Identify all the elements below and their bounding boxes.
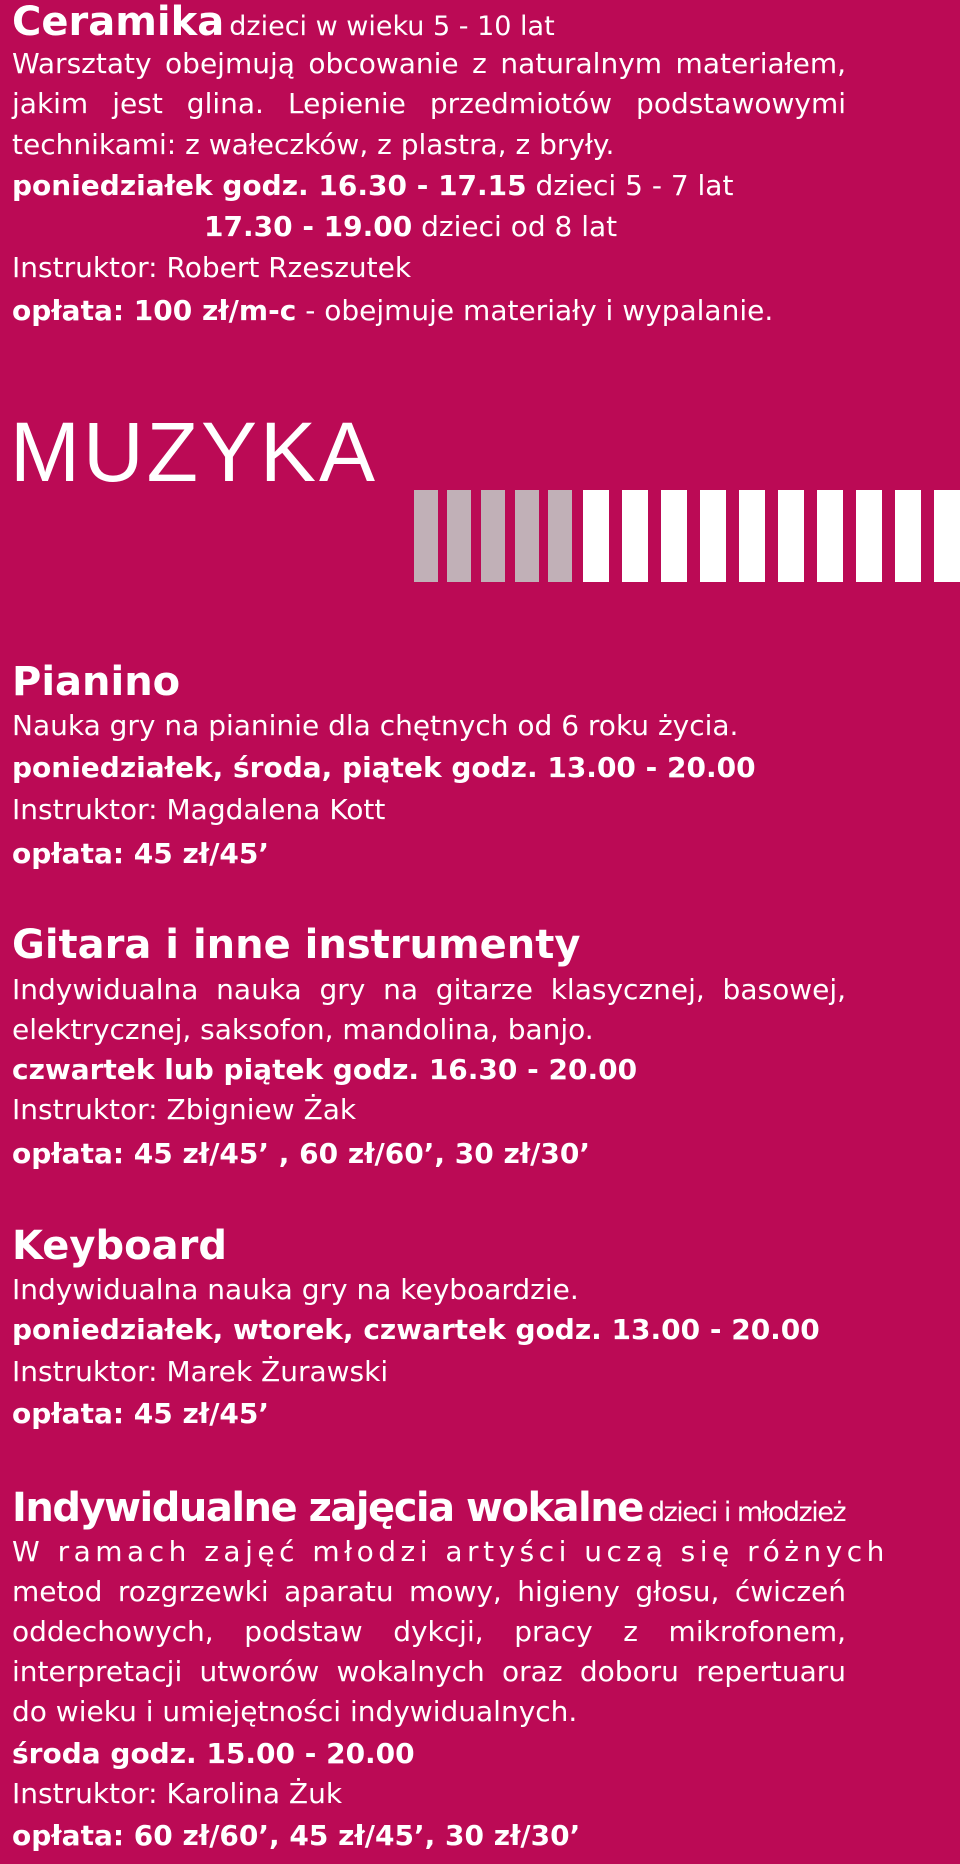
keyboard-title: Keyboard [12,1223,227,1269]
stripe [934,490,960,582]
wokal-heading [12,1485,845,1531]
stripe [515,490,539,582]
wokal-fee: opłata: 60 zł/60’, 45 zł/45’, 30 zł/30’ [12,1819,581,1852]
wokal-desc-line: interpretacji utworów wokalnych oraz doboru repertuaru [12,1655,846,1688]
keyboard-instructor: Instruktor: Marek Żurawski [12,1355,389,1388]
pianino-instructor: Instruktor: Magdalena Kott [12,793,386,826]
ceramika-schedule-time-2: 17.30 - 19.00 [204,210,413,243]
wokal-desc-line: do wieku i umiejętności indywidualnych. [12,1695,578,1728]
ceramika-title: Ceramika [12,0,225,45]
ceramika-instructor: Instruktor: Robert Rzeszutek [12,251,412,284]
pianino-title: Pianino [12,659,181,705]
ceramika-fee-line [12,294,774,327]
ceramika-fee-note: - obejmuje materiały i wypalanie. [305,294,774,327]
wokal-instructor: Instruktor: Karolina Żuk [12,1777,343,1810]
gitara-instructor: Instruktor: Zbigniew Żak [12,1093,357,1126]
stripe [548,490,572,582]
stripe [622,490,648,582]
wokal-schedule: środa godz. 15.00 - 20.00 [12,1737,415,1770]
stripe [481,490,505,582]
stripe [700,490,726,582]
gitara-title: Gitara i inne instrumenty [12,922,581,968]
wokal-desc-line: W ramach zajęć młodzi artyści uczą się różnych [12,1535,889,1568]
ceramika-schedule-1 [12,169,734,202]
ceramika-desc-line: Warsztaty obejmują obcowanie z naturalnym materiałem, [12,47,846,80]
ceramika-desc-line: technikami: z wałeczków, z plastra, z bryły. [12,128,615,161]
stripe [856,490,882,582]
ceramika-group-2: dzieci od 8 lat [421,210,618,243]
keyboard-schedule: poniedziałek, wtorek, czwartek godz. 13.00 - 20.00 [12,1313,820,1346]
ceramika-subtitle: dzieci w wieku 5 - 10 lat [229,11,555,42]
ceramika-schedule-day: poniedziałek godz. 16.30 - 17.15 [12,169,527,202]
gitara-fee: opłata: 45 zł/45’ , 60 zł/60’, 30 zł/30’ [12,1137,590,1170]
keyboard-fee: opłata: 45 zł/45’ [12,1397,270,1430]
stripe [447,490,471,582]
stripe [817,490,843,582]
ceramika-schedule-2 [204,210,618,243]
wokal-title: Indywidualne zajęcia wokalne [12,1485,643,1531]
wokal-desc-line: metod rozgrzewki aparatu mowy, higieny głosu, ćwiczeń [12,1575,846,1608]
keyboard-desc: Indywidualna nauka gry na keyboardzie. [12,1273,579,1306]
gitara-schedule: czwartek lub piątek godz. 16.30 - 20.00 [12,1053,638,1086]
ceramika-heading [12,0,555,45]
stripe [895,490,921,582]
stripe [661,490,687,582]
wokal-desc-line: oddechowych, podstaw dykcji, pracy z mikrofonem, [12,1615,846,1648]
stripe [583,490,609,582]
wokal-subtitle: dzieci i młodzież [647,1497,845,1528]
ceramika-desc-line: jakim jest glina. Lepienie przedmiotów podstawowymi [12,87,846,120]
gitara-desc-line: elektrycznej, saksofon, mandolina, banjo. [12,1013,594,1046]
gitara-desc-line: Indywidualna nauka gry na gitarze klasycznej, basowej, [12,973,846,1006]
pianino-fee: opłata: 45 zł/45’ [12,837,270,870]
pianino-desc: Nauka gry na pianinie dla chętnych od 6 roku życia. [12,709,739,742]
section-title: MUZYKA [10,405,379,499]
stripe [414,490,438,582]
pianino-schedule: poniedziałek, środa, piątek godz. 13.00 - 20.00 [12,751,756,784]
stripe [778,490,804,582]
ceramika-group-1: dzieci 5 - 7 lat [535,169,734,202]
ceramika-fee: opłata: 100 zł/m-c [12,294,297,327]
stripe [739,490,765,582]
